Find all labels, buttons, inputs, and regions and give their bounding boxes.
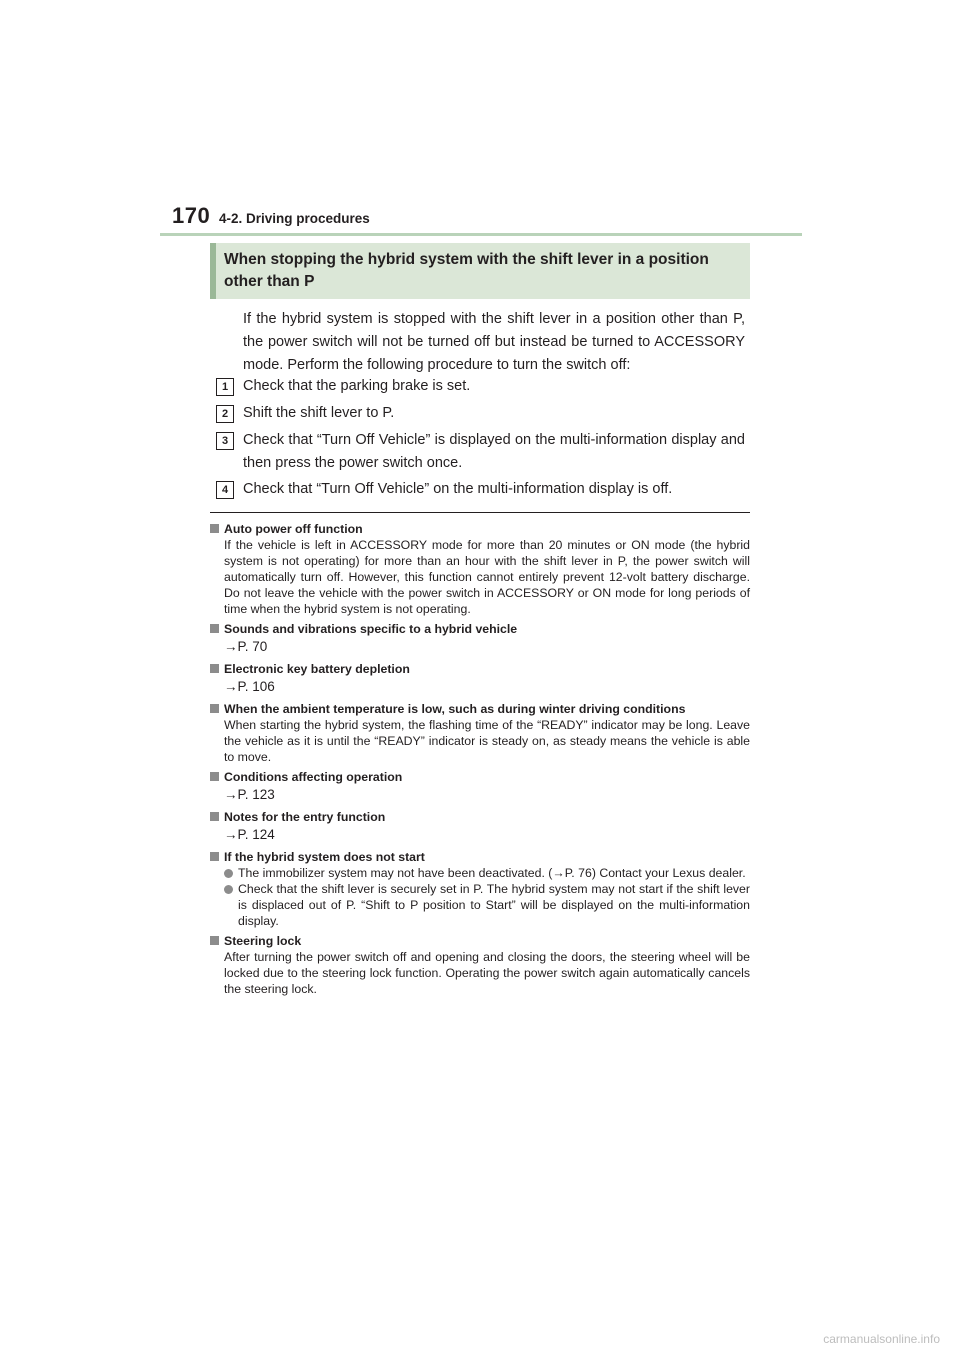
- note-does-not-start: [210, 849, 750, 929]
- note-heading: Notes for the entry function: [210, 809, 750, 825]
- square-bullet-icon: [210, 664, 219, 673]
- square-bullet-icon: [210, 624, 219, 633]
- note-heading: Steering lock: [210, 933, 750, 949]
- square-bullet-icon: [210, 524, 219, 533]
- step-number: 2: [216, 405, 234, 423]
- intro-paragraph: If the hybrid system is stopped with the shift lever in a position other than P, the power switch will not be turned off but instead be turned to ACCESSORY mode. Perform the following procedure to turn the switch off:: [243, 311, 745, 373]
- page-reference-link[interactable]: →P. 123: [224, 787, 275, 802]
- section-divider: [210, 512, 750, 513]
- note-key-battery: [210, 661, 750, 697]
- step-number: 4: [216, 481, 234, 499]
- note-heading: Electronic key battery depletion: [210, 661, 750, 677]
- square-bullet-icon: [210, 772, 219, 781]
- step-text: Check that “Turn Off Vehicle” on the multi-information display is off.: [243, 481, 673, 497]
- note-bullet: The immobilizer system may not have been deactivated. (→P. 76) Contact your Lexus dealer.: [224, 865, 750, 881]
- note-steering-lock: [210, 933, 750, 997]
- step-text: Check that the parking brake is set.: [243, 378, 471, 394]
- note-heading: Conditions affecting operation: [210, 769, 750, 785]
- header-rule: [160, 233, 802, 236]
- footer-watermark: carmanualsonline.info: [823, 1332, 940, 1346]
- notes-section: [210, 521, 750, 1001]
- note-body: After turning the power switch off and opening and closing the doors, the steering wheel will be locked due to the steering lock function. Operating the power switch again automatically cancels the steering lock.: [224, 950, 750, 996]
- square-bullet-icon: [210, 704, 219, 713]
- square-bullet-icon: [210, 812, 219, 821]
- note-heading: Sounds and vibrations specific to a hybrid vehicle: [210, 621, 750, 637]
- page-reference-link[interactable]: →P. 106: [224, 679, 275, 694]
- note-body: When starting the hybrid system, the flashing time of the “READY” indicator may be long. Leave the vehicle as it is until the “READY” indicator is steady on, as steady means the vehicle is able to move.: [224, 718, 750, 764]
- note-heading: Auto power off function: [210, 521, 750, 537]
- page-number: 170: [172, 203, 211, 228]
- note-auto-power-off: [210, 521, 750, 617]
- topic-title-box: [210, 243, 750, 299]
- step-text: Check that “Turn Off Vehicle” is displayed on the multi-information display and then press the power switch once.: [243, 432, 745, 471]
- note-body: If the vehicle is left in ACCESSORY mode for more than 20 minutes or ON mode (the hybrid system is not operating) for more than an hour with the shift lever in P, the power switch will automatically turn off. However, this function cannot entirely prevent 12-volt battery discharge. Do not leave the vehicle with the power switch in ACCESSORY or ON mode for long periods of time when the hybrid system is not operating.: [224, 538, 750, 616]
- title-accent-bar: [210, 243, 216, 299]
- note-conditions-operation: [210, 769, 750, 805]
- round-bullet-icon: [224, 869, 233, 878]
- square-bullet-icon: [210, 852, 219, 861]
- note-low-temperature: [210, 701, 750, 765]
- note-bullet: Check that the shift lever is securely set in P. The hybrid system may not start if the shift lever is displaced out of P. “Shift to P position to Start” will be displayed on the multi-information display.: [224, 881, 750, 929]
- page-reference-link[interactable]: →P. 70: [224, 639, 268, 654]
- step-text: Shift the shift lever to P.: [243, 405, 395, 421]
- note-heading: If the hybrid system does not start: [210, 849, 750, 865]
- step-number: 3: [216, 432, 234, 450]
- note-heading: When the ambient temperature is low, such as during winter driving conditions: [210, 701, 750, 717]
- step-number: 1: [216, 378, 234, 396]
- page-reference-link[interactable]: →P. 124: [224, 827, 275, 842]
- square-bullet-icon: [210, 936, 219, 945]
- note-entry-function: [210, 809, 750, 845]
- round-bullet-icon: [224, 885, 233, 894]
- topic-title: When stopping the hybrid system with the shift lever in a position other than P: [224, 251, 709, 290]
- section-title: 4-2. Driving procedures: [219, 211, 370, 226]
- note-sounds-vibrations: [210, 621, 750, 657]
